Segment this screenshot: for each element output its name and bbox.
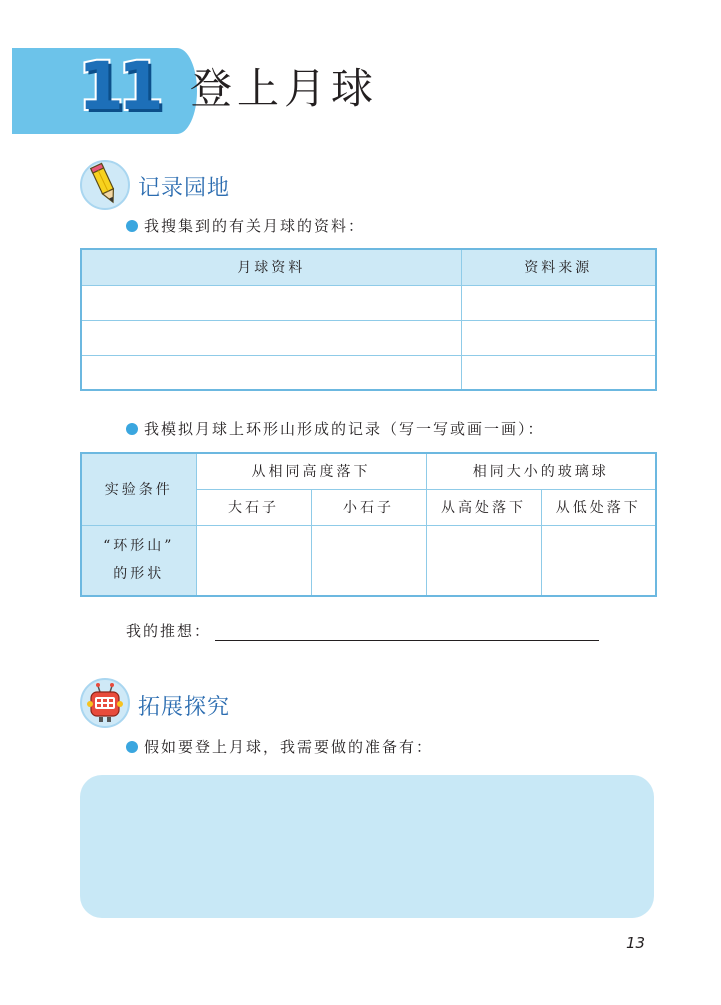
moon-info-cell[interactable] <box>81 355 461 390</box>
guess-label: 我的推想： <box>126 622 212 640</box>
crater-shape-cell[interactable] <box>541 525 656 596</box>
group-same-size-marble: 相同大小的玻璃球 <box>426 453 656 489</box>
table-header-row <box>81 249 656 285</box>
info-source-cell[interactable] <box>461 355 656 390</box>
crater-experiment-table <box>80 452 657 597</box>
robot-icon <box>80 678 130 728</box>
lesson-number: 11 <box>78 48 158 125</box>
table-row <box>81 320 656 355</box>
prompt-moon-info <box>126 215 365 236</box>
table-row <box>81 525 656 596</box>
pencil-icon <box>80 160 130 210</box>
subheader-from-high: 从高处落下 <box>426 489 541 525</box>
group-same-height: 从相同高度落下 <box>196 453 426 489</box>
crater-shape-label-line2: 的形状 <box>113 566 165 583</box>
crater-shape-cell[interactable] <box>311 525 426 596</box>
section-title-explore: 拓展探究 <box>138 695 231 720</box>
info-source-cell[interactable] <box>461 320 656 355</box>
table-row <box>81 355 656 390</box>
prompt-moon-info-text: 我搜集到的有关月球的资料： <box>144 217 366 235</box>
subheader-big-stone: 大石子 <box>196 489 311 525</box>
page-number: 13 <box>626 934 646 952</box>
prompt-crater-record-text: 我模拟月球上环形山形成的记录（写一写或画一画）： <box>144 420 545 438</box>
lesson-title: 登上月球 <box>190 64 379 113</box>
section-title-record: 记录园地 <box>138 176 231 201</box>
prompt-crater-record <box>126 418 545 439</box>
subheader-small-stone: 小石子 <box>311 489 426 525</box>
crater-shape-label <box>81 525 196 596</box>
table-row <box>81 285 656 320</box>
crater-shape-label-line1: “环形山” <box>103 538 175 555</box>
bullet-dot-icon <box>126 220 138 232</box>
header-moon-info: 月球资料 <box>81 249 461 285</box>
header-info-source: 资料来源 <box>461 249 656 285</box>
moon-info-table <box>80 248 657 391</box>
subheader-from-low: 从低处落下 <box>541 489 656 525</box>
guess-answer-line[interactable] <box>215 622 599 641</box>
moon-info-cell[interactable] <box>81 320 461 355</box>
info-source-cell[interactable] <box>461 285 656 320</box>
bullet-dot-icon <box>126 741 138 753</box>
preparation-answer-box[interactable] <box>80 775 654 918</box>
prompt-moon-preparation <box>126 736 433 757</box>
prompt-moon-preparation-text: 假如要登上月球，我需要做的准备有： <box>144 738 434 756</box>
moon-info-cell[interactable] <box>81 285 461 320</box>
experiment-condition-label: 实验条件 <box>81 453 196 525</box>
crater-shape-cell[interactable] <box>196 525 311 596</box>
crater-shape-cell[interactable] <box>426 525 541 596</box>
bullet-dot-icon <box>126 423 138 435</box>
table-header-row <box>81 453 656 489</box>
guess-line <box>126 620 599 641</box>
